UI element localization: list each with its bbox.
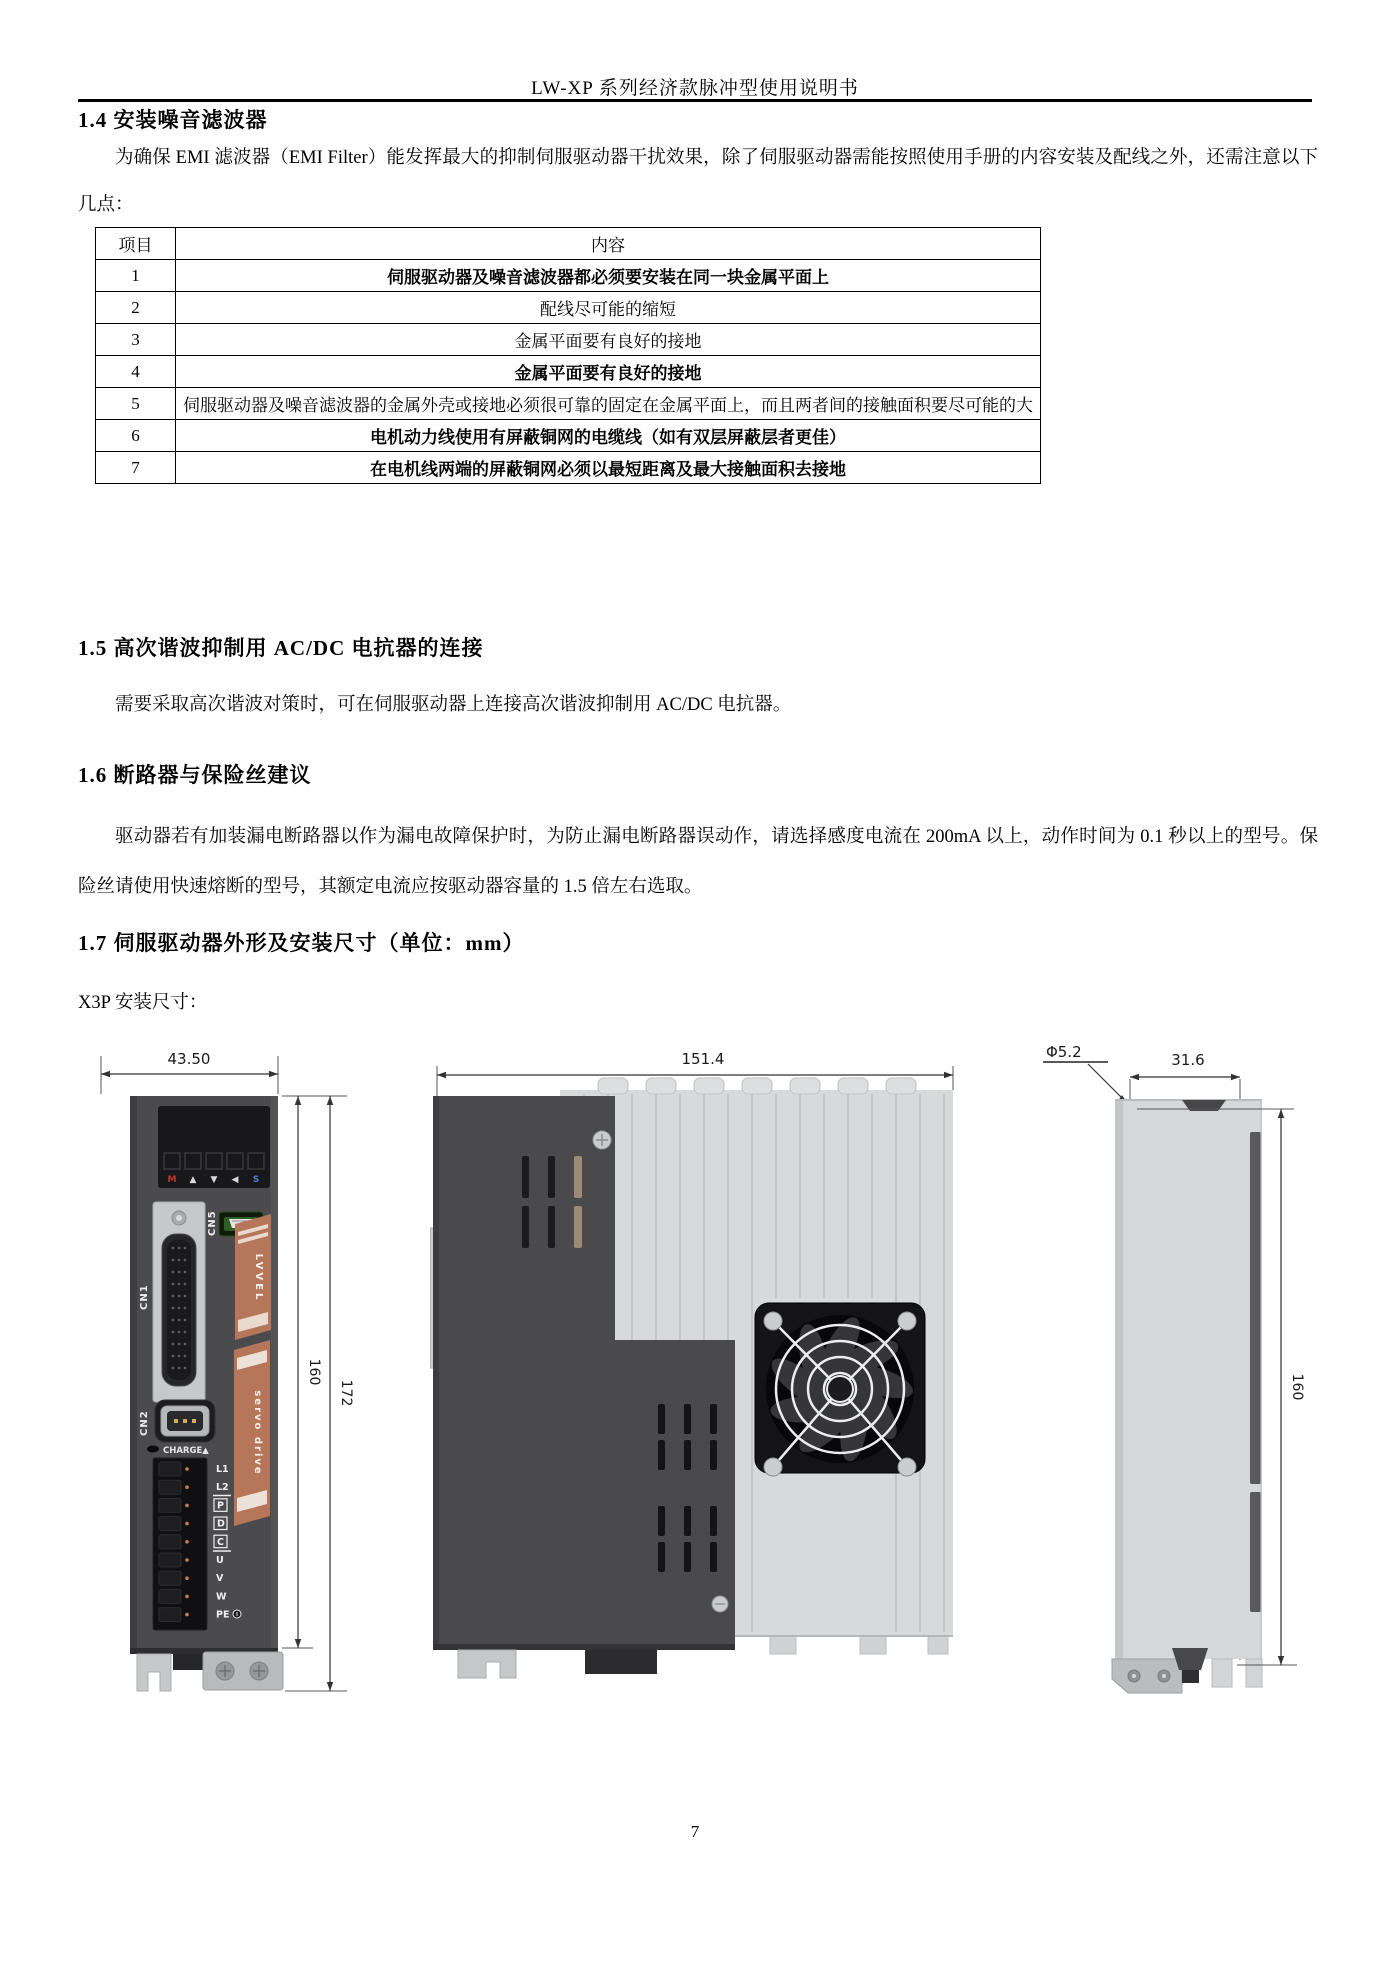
brand-text-2: servo drive (252, 1390, 263, 1476)
terminal-label-l2: L2 (216, 1482, 229, 1493)
col-header-item: 项目 (96, 228, 176, 260)
button-label-set: S (252, 1175, 260, 1185)
brand-band-2 (234, 1340, 270, 1526)
dim-height-160 (282, 1096, 347, 1648)
dim-160-label: 160 (306, 1358, 322, 1386)
section-1-5-heading: 1.5 高次谐波抑制用 AC/DC 电抗器的连接 (78, 636, 484, 660)
brand-text: LVVEL (253, 1253, 264, 1303)
dim-width-label: 43.50 (167, 1050, 211, 1068)
cn1-label: CN1 (139, 1284, 150, 1310)
button-label-mode: M (167, 1175, 177, 1185)
table-header-row (96, 228, 1041, 260)
table-row: 1 伺服驱动器及噪音滤波器都必须要安装在同一块金属平面上 (96, 260, 1041, 292)
terminal-label-v: V (216, 1573, 224, 1585)
brand-band (235, 1214, 271, 1340)
drive-front-body (130, 1096, 283, 1691)
bottom-mounting (130, 1648, 283, 1691)
section-1-5-paragraph: 需要采取高次谐波对策时，可在伺服驱动器上连接高次谐波抑制用 AC/DC 电抗器。 (115, 695, 792, 715)
terminal-label-u: U (216, 1555, 224, 1566)
page-header-title: LW-XP 系列经济款脉冲型使用说明书 (531, 78, 859, 99)
display-panel (158, 1106, 270, 1188)
table-row: 6 电机动力线使用有屏蔽铜网的电缆线（如有双层屏蔽层者更佳） (96, 420, 1041, 452)
header-rule (78, 99, 1312, 102)
terminal-label-d: D (217, 1518, 225, 1530)
terminal-label-l1: L1 (216, 1464, 229, 1475)
terminal-label-pe: PE (216, 1609, 230, 1621)
figure-front-view (85, 1048, 355, 1708)
button-label-left: ◀ (231, 1175, 239, 1185)
col-header-content: 内容 (176, 228, 1041, 260)
figure-side-view (430, 1048, 965, 1708)
section-1-6-heading: 1.6 断路器与保险丝建议 (78, 763, 312, 787)
dim-height-172 (285, 1096, 354, 1691)
cooling-fan (755, 1303, 925, 1476)
page-number: 7 (690, 1822, 700, 1841)
table-row: 4 金属平面要有良好的接地 (96, 356, 1041, 388)
dim-160-rear-label: 160 (1289, 1373, 1305, 1401)
table-row: 5 伺服驱动器及噪音滤波器的金属外壳或接地必须很可靠的固定在金属平面上，而且两者间的接触面积要尽可能的大 (96, 388, 1041, 420)
button-label-down: ▼ (210, 1175, 218, 1185)
hole-dia-label: Φ5.2 (1046, 1043, 1082, 1061)
bottom-plate (1112, 1659, 1182, 1693)
cn2-label: CN2 (139, 1410, 150, 1436)
section-1-6-paragraph: 驱动器若有加装漏电断路器以作为漏电故障保护时，为防止漏电断路器误动作，请选择感度电流在 200mA 以上，动作时间为 0.1 秒以上的型号。保险丝请使用快速熔断的型号，其额定电流应按驱动器容量的 1.5 倍左右选取。 (78, 827, 1318, 897)
dim-1514-label: 151.4 (681, 1050, 725, 1068)
section-1-4-heading: 1.4 安装噪音滤波器 (78, 108, 268, 132)
ground-icon (233, 1610, 241, 1618)
section-1-4-paragraph: 为确保 EMI 滤波器（EMI Filter）能发挥最大的抑制伺服驱动器干扰效果，除了伺服驱动器需能按照使用手册的内容安装及配线之外，还需注意以下几点： (78, 148, 1318, 215)
x3p-subtitle: X3P 安装尺寸： (78, 993, 208, 1013)
table-row: 2 配线尽可能的缩短 (96, 292, 1041, 324)
drive-rear-body (1112, 1100, 1262, 1693)
terminal-label-w: W (216, 1591, 227, 1603)
figure-rear-view (1030, 1035, 1330, 1695)
terminal-label-p: P (217, 1500, 224, 1512)
button-label-up: ▲ (189, 1175, 197, 1185)
table-row: 7 在电机线两端的屏蔽铜网必须以最短距离及最大接触面积去接地 (96, 452, 1041, 484)
table-row: 3 金属平面要有良好的接地 (96, 324, 1041, 356)
dim-316-label: 31.6 (1171, 1051, 1205, 1069)
charge-label: CHARGE▲ (163, 1446, 209, 1456)
dim-width-4350 (101, 1050, 278, 1094)
section-1-7-heading: 1.7 伺服驱动器外形及安装尺寸（单位：mm） (78, 931, 525, 955)
cn5-label: CN5 (207, 1210, 218, 1236)
dim-172-label: 172 (338, 1379, 354, 1407)
terminal-label-c: C (217, 1536, 224, 1548)
noise-filter-table (95, 227, 1041, 484)
